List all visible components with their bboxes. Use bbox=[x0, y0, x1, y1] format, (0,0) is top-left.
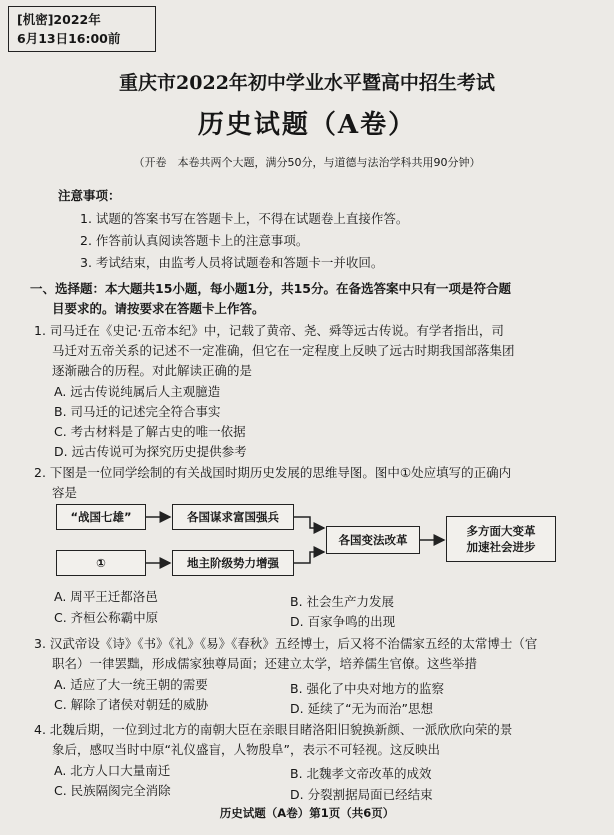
q4-option-b[interactable]: B. 北魏孝文帝改革的成效 bbox=[290, 766, 432, 781]
notice-item: 2. 作答前认真阅读答题卡上的注意事项。 bbox=[80, 233, 309, 248]
q3-stem-line: 职名）一律罢黜，形成儒家独尊局面；还建立太学，培养儒生官僚。这些举措 bbox=[52, 656, 478, 671]
paper-title: 历史试题（A卷） bbox=[197, 110, 417, 140]
section-heading-line-2: 目要求的。请按要求在答题卡上作答。 bbox=[52, 301, 265, 316]
box-landlord-power: 地主阶级势力增强 bbox=[172, 550, 294, 576]
q2-stem-line: 容是 bbox=[52, 485, 78, 500]
q1-stem-line: 马迁对五帝关系的记述不一定准确，但它在一定程度上反映了远古时期我国部落集团 bbox=[52, 343, 515, 358]
q1-option-b[interactable]: B. 司马迁的记述完全符合事实 bbox=[54, 404, 221, 419]
box-blank-1: ① bbox=[56, 550, 146, 576]
page-footer: 历史试题（A卷）第1页（共6页） bbox=[219, 806, 395, 820]
q2-stem-line: 2. 下图是一位同学绘制的有关战国时期历史发展的思维导图。图中①处应填写的正确内 bbox=[34, 465, 512, 480]
q2-option-a[interactable]: A. 周平王迁都洛邑 bbox=[54, 589, 158, 604]
q1-option-a[interactable]: A. 远古传说纯属后人主观臆造 bbox=[54, 384, 221, 399]
q3-option-b[interactable]: B. 强化了中央对地方的监察 bbox=[290, 681, 445, 696]
stamp-line-1: [机密]2022年 bbox=[17, 12, 101, 27]
stamp-line-2: 6月13日16:00前 bbox=[17, 31, 121, 46]
notice-heading: 注意事项： bbox=[58, 188, 121, 203]
q4-option-a[interactable]: A. 北方人口大量南迁 bbox=[54, 763, 171, 778]
arrow-3 bbox=[294, 517, 324, 528]
box-social-progress-line-1: 多方面大变革 bbox=[466, 524, 536, 538]
box-social-progress-line-2: 加速社会进步 bbox=[466, 540, 536, 554]
q2-option-c[interactable]: C. 齐桓公称霸中原 bbox=[54, 610, 159, 625]
q1-stem-line: 逐渐融合的历程。对此解读正确的是 bbox=[52, 363, 253, 378]
notice-item: 3. 考试结束，由监考人员将试题卷和答题卡一并收回。 bbox=[80, 255, 384, 270]
q4-option-c[interactable]: C. 民族隔阂完全消除 bbox=[54, 783, 171, 798]
q2-option-b[interactable]: B. 社会生产力发展 bbox=[290, 594, 395, 609]
q4-stem-line: 象后，感叹当时中原“礼仪盛盲，人物殷阜”，表示不可轻视。这反映出 bbox=[52, 742, 440, 757]
box-reform: 各国变法改革 bbox=[326, 526, 420, 554]
q4-option-d[interactable]: D. 分裂割据局面已经结束 bbox=[290, 787, 433, 802]
q1-option-c[interactable]: C. 考古材料是了解古史的唯一依据 bbox=[54, 424, 246, 439]
q3-option-a[interactable]: A. 适应了大一统王朝的需要 bbox=[54, 677, 208, 692]
q1-stem-line: 1. 司马迁在《史记·五帝本纪》中，记载了黄帝、尧、舜等远古传说。有学者指出，司 bbox=[34, 323, 504, 338]
box-social-progress bbox=[446, 516, 556, 562]
q2-option-d[interactable]: D. 百家争鸣的出现 bbox=[290, 614, 396, 629]
q3-option-d[interactable]: D. 延续了“无为而治”思想 bbox=[290, 701, 434, 716]
box-seek-wealth: 各国谋求富国强兵 bbox=[172, 504, 294, 530]
q3-stem-line: 3. 汉武帝设《诗》《书》《礼》《易》《春秋》五经博士，后又将不治儒家五经的太常博士（官 bbox=[34, 636, 538, 651]
section-heading-line-1: 一、选择题：本大题共15小题，每小题1分，共15分。在备选答案中只有一项是符合题 bbox=[30, 281, 511, 296]
exam-title: 重庆市2022年初中学业水平暨高中招生考试 bbox=[119, 72, 495, 94]
arrow-4 bbox=[294, 552, 324, 563]
q1-option-d[interactable]: D. 远古传说可为探究历史提供参考 bbox=[54, 444, 247, 459]
box-warring-states: “战国七雄” bbox=[56, 504, 146, 530]
q4-stem-line: 4. 北魏后期，一位到过北方的南朝大臣在亲眼目睹洛阳旧貌换新颜、一派欣欣向荣的景 bbox=[34, 722, 513, 737]
q3-option-c[interactable]: C. 解除了诸侯对朝廷的威胁 bbox=[54, 697, 209, 712]
exam-info: （开卷 本卷共两个大题，满分50分，与道德与法治学科共用90分钟） bbox=[133, 156, 481, 169]
notice-item: 1. 试题的答案书写在答题卡上，不得在试题卷上直接作答。 bbox=[80, 211, 409, 226]
